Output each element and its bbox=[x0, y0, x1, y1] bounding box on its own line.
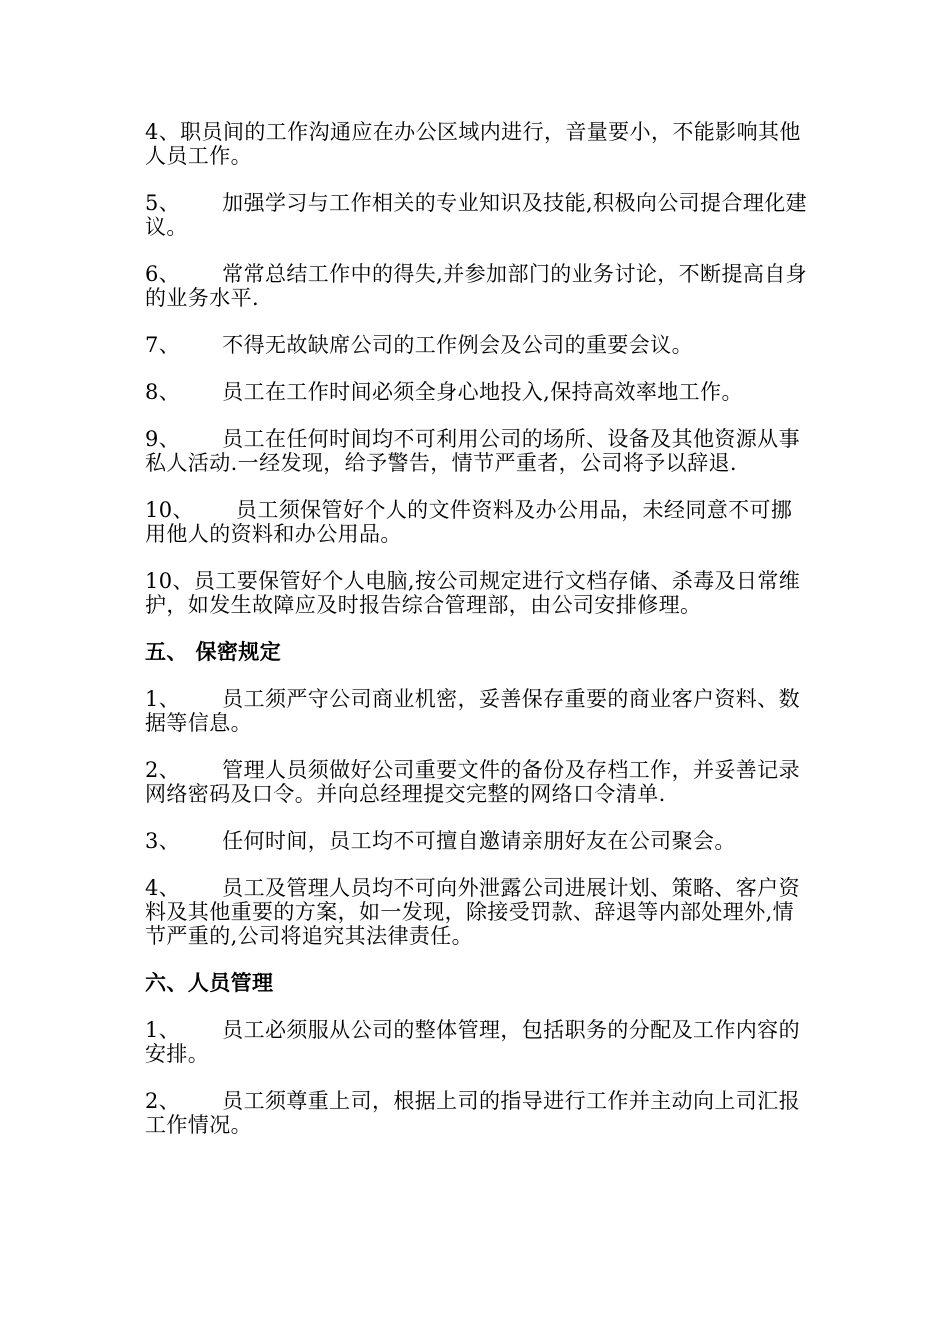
item-text: 加强学习与工作相关的专业知识及技能,积极向公司提合理化建议。 bbox=[145, 191, 808, 239]
item-text: 常常总结工作中的得失,并参加部门的业务讨论，不断提高自身的业务水平. bbox=[145, 262, 808, 310]
item-number: 4、 bbox=[145, 876, 181, 900]
section-heading-personnel: 六、人员管理 bbox=[145, 971, 274, 995]
list-item bbox=[145, 687, 810, 735]
item-text: 员工须保管好个人的文件资料及办公用品，未经同意不可挪用他人的资料和办公用品。 bbox=[145, 498, 793, 546]
document-page bbox=[145, 120, 810, 1160]
item-number: 6、 bbox=[145, 262, 181, 286]
item-text: 员工须严守公司商业机密，妥善保存重要的商业客户资料、数据等信息。 bbox=[145, 687, 800, 735]
item-text: 不得无故缺席公司的工作例会及公司的重要会议。 bbox=[222, 333, 693, 357]
item-text: 职员间的工作沟通应在办公区域内进行，音量要小，不能影响其他人员工作。 bbox=[145, 120, 801, 168]
item-number: 1、 bbox=[145, 1018, 181, 1042]
list-item bbox=[145, 427, 810, 475]
list-item bbox=[145, 1089, 810, 1137]
item-text: 员工必须服从公司的整体管理，包括职务的分配及工作内容的安排。 bbox=[145, 1018, 800, 1066]
item-number: 10、 bbox=[145, 569, 194, 593]
list-item bbox=[145, 262, 810, 310]
item-number: 9、 bbox=[145, 427, 181, 451]
list-item bbox=[145, 380, 810, 404]
list-item bbox=[145, 569, 810, 617]
list-item bbox=[145, 1018, 810, 1066]
item-text: 员工及管理人员均不可向外泄露公司进展计划、策略、客户资料及其他重要的方案，如一发现，除接受罚款、辞退等内部处理外,情节严重的,公司将追究其法律责任。 bbox=[145, 876, 800, 948]
item-number: 5、 bbox=[145, 191, 181, 215]
item-text: 员工在任何时间均不可利用公司的场所、设备及其他资源从事私人活动.一经发现，给予警告，情节严重者，公司将予以辞退. bbox=[145, 427, 800, 475]
item-number: 7、 bbox=[145, 333, 181, 357]
item-number: 10、 bbox=[145, 498, 194, 522]
item-number: 3、 bbox=[145, 829, 181, 853]
item-number: 2、 bbox=[145, 758, 181, 782]
list-item bbox=[145, 498, 810, 546]
item-number: 4、 bbox=[145, 120, 181, 144]
list-item bbox=[145, 829, 810, 853]
list-item bbox=[145, 191, 810, 239]
item-number: 2、 bbox=[145, 1089, 181, 1113]
item-text: 管理人员须做好公司重要文件的备份及存档工作，并妥善记录网络密码及口令。并向总经理提交完整的网络口令清单. bbox=[145, 758, 800, 806]
list-item bbox=[145, 758, 810, 806]
section-heading-confidentiality: 五、 保密规定 bbox=[145, 640, 282, 664]
item-text: 员工在工作时间必须全身心地投入,保持高效率地工作。 bbox=[222, 380, 743, 404]
item-number: 8、 bbox=[145, 380, 181, 404]
list-item bbox=[145, 120, 810, 168]
item-number: 1、 bbox=[145, 687, 181, 711]
list-item bbox=[145, 876, 810, 948]
item-text: 员工须尊重上司，根据上司的指导进行工作并主动向上司汇报工作情况。 bbox=[145, 1089, 800, 1137]
item-text: 员工要保管好个人电脑,按公司规定进行文档存储、杀毒及日常维护，如发生故障应及时报告综合管理部，由公司安排修理。 bbox=[145, 569, 801, 617]
item-text: 任何时间，员工均不可擅自邀请亲朋好友在公司聚会。 bbox=[222, 829, 736, 853]
list-item bbox=[145, 333, 810, 357]
